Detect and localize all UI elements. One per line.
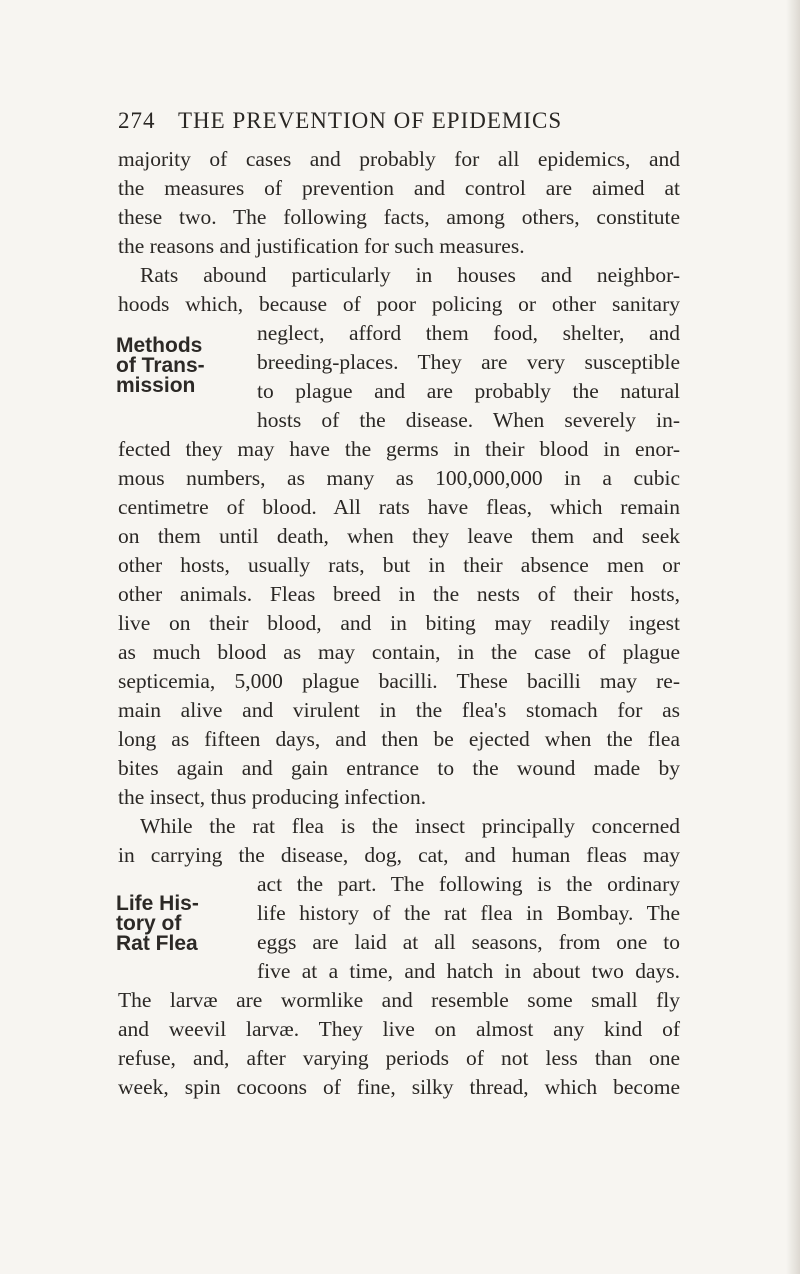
text-line: the reasons and justification for such measures. bbox=[118, 234, 525, 258]
text-line: these two. The following facts, among others, constitute bbox=[118, 205, 680, 229]
text-line: neglect, afford them food, shelter, and bbox=[257, 321, 680, 345]
sidenote-line: tory of bbox=[116, 912, 182, 935]
text-line: majority of cases and probably for all epidemics, and bbox=[118, 147, 680, 171]
text-line: as much blood as may contain, in the case of plague bbox=[118, 640, 680, 664]
text-line: centimetre of blood. All rats have fleas, which remain bbox=[118, 495, 680, 519]
text-line: long as fifteen days, and then be ejected when the flea bbox=[118, 727, 680, 751]
sidenote-line: Rat Flea bbox=[116, 932, 198, 955]
running-title: THE PREVENTION OF EPIDEMICS bbox=[178, 108, 563, 133]
sidenote-line: mission bbox=[116, 374, 196, 397]
text-line: act the part. The following is the ordinary bbox=[257, 872, 680, 896]
text-line: to plague and are probably the natural bbox=[257, 379, 680, 403]
text-line: five at a time, and hatch in about two days. bbox=[257, 959, 680, 983]
text-line: fected they may have the germs in their blood in enor- bbox=[118, 437, 680, 461]
text-line: live on their blood, and in biting may readily ingest bbox=[118, 611, 680, 635]
text-line: main alive and virulent in the flea's stomach for as bbox=[118, 698, 680, 722]
text-line: the insect, thus producing infection. bbox=[118, 785, 427, 809]
sidenote-line: of Trans- bbox=[116, 354, 205, 377]
text-line: The larvæ are wormlike and resemble some small fly bbox=[118, 988, 680, 1012]
page-number: 274 bbox=[118, 108, 156, 133]
text-line: hoods which, because of poor policing or other sanitary bbox=[118, 292, 680, 316]
text-line: and weevil larvæ. They live on almost any kind of bbox=[118, 1017, 680, 1041]
sidenote-line: Methods bbox=[116, 334, 203, 357]
text-line: Rats abound particularly in houses and neighbor- bbox=[140, 263, 680, 287]
text-line: breeding-places. They are very susceptible bbox=[257, 350, 680, 374]
text-line: mous numbers, as many as 100,000,000 in a cubic bbox=[118, 466, 680, 490]
text-line: other animals. Fleas breed in the nests of their hosts, bbox=[118, 582, 680, 606]
page-edge-shadow bbox=[786, 0, 800, 1274]
text-line: bites again and gain entrance to the wound made by bbox=[118, 756, 680, 780]
text-line: week, spin cocoons of fine, silky thread, which become bbox=[118, 1075, 680, 1099]
text-line: septicemia, 5,000 plague bacilli. These bacilli may re- bbox=[118, 669, 680, 693]
text-line: hosts of the disease. When severely in- bbox=[257, 408, 680, 432]
text-line: life history of the rat flea in Bombay. The bbox=[257, 901, 680, 925]
sidenote-life-history-rat-flea bbox=[116, 894, 199, 954]
sidenote-line: Life His- bbox=[116, 892, 199, 915]
text-line: on them until death, when they leave them and seek bbox=[118, 524, 680, 548]
text-line: refuse, and, after varying periods of not less than one bbox=[118, 1046, 680, 1070]
text-line: eggs are laid at all seasons, from one to bbox=[257, 930, 680, 954]
sidenote-methods-of-transmission bbox=[116, 336, 205, 396]
text-line: the measures of prevention and control are aimed at bbox=[118, 176, 680, 200]
text-line: in carrying the disease, dog, cat, and human fleas may bbox=[118, 843, 680, 867]
text-line: other hosts, usually rats, but in their absence men or bbox=[118, 553, 680, 577]
text-line: While the rat flea is the insect principally concerned bbox=[140, 814, 680, 838]
